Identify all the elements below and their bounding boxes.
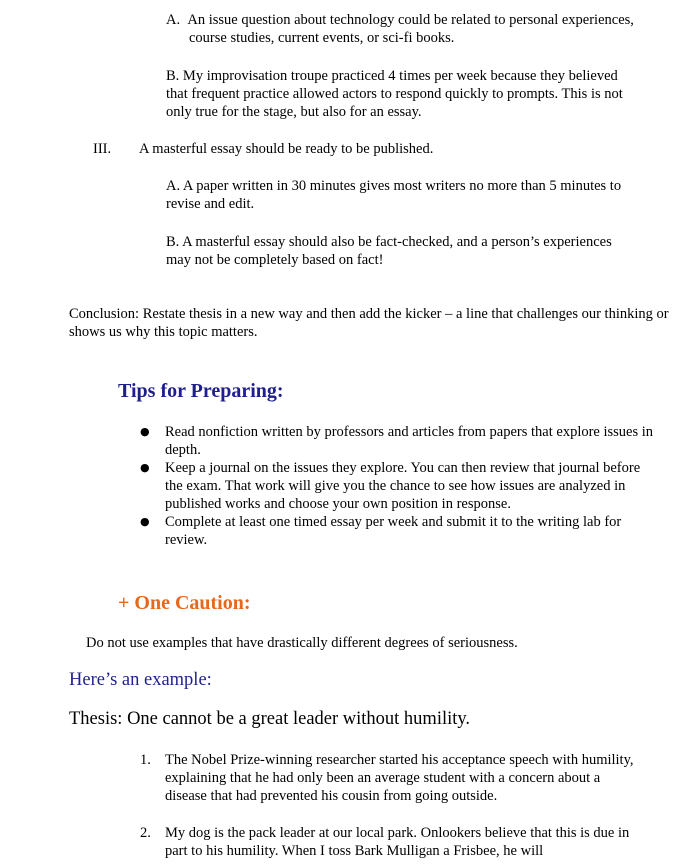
outline-item-b: B. My improvisation troupe practiced 4 times per week because they believed that frequent practice allowed actors to respond quickly to prompts. This is not only true for the stage, but also for an essay. bbox=[166, 68, 623, 120]
caution-text: Do not use examples that have drastically different degrees of seriousness. bbox=[86, 635, 518, 651]
outline-point-text: A masterful essay should be ready to be published. bbox=[139, 141, 434, 157]
list-item bbox=[140, 459, 660, 513]
tip-text: Read nonfiction written by professors and articles from papers that explore issues in depth. bbox=[165, 424, 654, 458]
tips-heading: Tips for Preparing: bbox=[118, 380, 284, 402]
outline-item-a-label: A. bbox=[166, 12, 181, 28]
example-number: 1. bbox=[140, 752, 151, 768]
tip-text: Keep a journal on the issues they explore. You can then review that journal before the exam. That work will give you the chance to see how issues are analyzed in published works and choose your own position in response. bbox=[165, 460, 641, 512]
list-item bbox=[140, 751, 640, 805]
example-heading: Here’s an example: bbox=[69, 670, 212, 690]
bullet-icon: ● bbox=[140, 515, 150, 528]
bullet-icon: ● bbox=[140, 461, 150, 474]
tips-list bbox=[140, 423, 660, 549]
list-item bbox=[140, 824, 640, 860]
outline-item-a: A. A paper written in 30 minutes gives most writers no more than 5 minutes to revise and edit. bbox=[166, 178, 622, 212]
outline-item-a bbox=[166, 11, 659, 47]
conclusion-paragraph: Conclusion: Restate thesis in a new way and then add the kicker – a line that challenges our thinking or shows us why this topic matters. bbox=[69, 306, 669, 340]
example-text: The Nobel Prize-winning researcher started his acceptance speech with humility, explaining that he had only been an average student with a concern about a disease that had prevented his cousin from going outside. bbox=[165, 752, 634, 804]
bullet-icon: ● bbox=[140, 425, 150, 438]
outline-item-a-text: An issue question about technology could be related to personal experiences, course studies, current events, or sci-fi books. bbox=[187, 12, 634, 46]
example-number: 2. bbox=[140, 825, 151, 841]
caution-heading: + One Caution: bbox=[118, 592, 251, 614]
thesis-statement: Thesis: One cannot be a great leader without humility. bbox=[69, 709, 471, 729]
list-item bbox=[140, 423, 660, 459]
outline-point-numeral: III. bbox=[93, 141, 112, 157]
example-text: My dog is the pack leader at our local park. Onlookers believe that this is due in part to his humility. When I toss Bark Mulligan a Frisbee, he will bbox=[165, 825, 630, 859]
tip-text: Complete at least one timed essay per week and submit it to the writing lab for review. bbox=[165, 514, 622, 548]
list-item bbox=[140, 513, 660, 549]
outline-item-b: B. A masterful essay should also be fact-checked, and a person’s experiences may not be completely based on fact! bbox=[166, 234, 612, 268]
